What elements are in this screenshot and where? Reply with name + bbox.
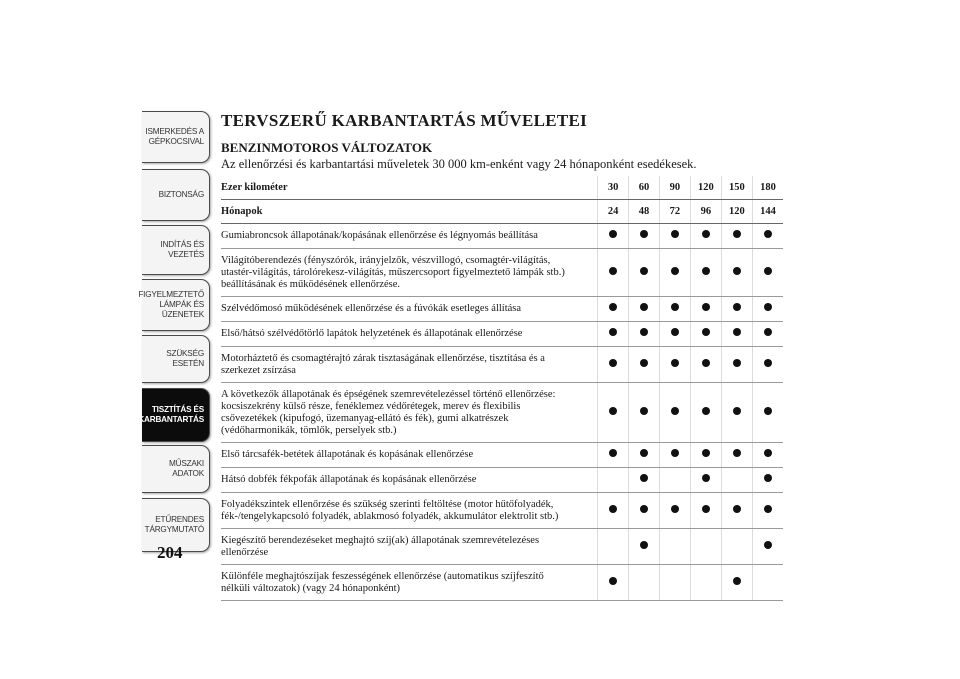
interval-cell [690, 565, 721, 601]
interval-cell [690, 322, 721, 347]
interval-cell [598, 565, 629, 601]
interval-cell [659, 347, 690, 383]
row-description: Első tárcsafék-betétek állapotának és kopásának ellenőrzése [221, 443, 598, 468]
interval-cell [690, 468, 721, 493]
interval-cell [629, 224, 660, 249]
header-value: 72 [659, 200, 690, 224]
bullet-icon [702, 303, 710, 311]
table-row [221, 249, 783, 297]
chapter-tab[interactable]: FIGYELMEZTETŐ LÁMPÁK ÉS ÜZENETEK [142, 279, 210, 331]
section-subtitle: BENZINMOTOROS VÁLTOZATOK [221, 140, 433, 155]
bullet-icon [640, 407, 648, 415]
bullet-icon [671, 505, 679, 513]
interval-cell [721, 224, 752, 249]
bullet-icon [609, 505, 617, 513]
row-description: Szélvédőmosó működésének ellenőrzése és a fúvókák esetleges állítása [221, 297, 598, 322]
interval-cell [690, 529, 721, 565]
bullet-icon [733, 267, 741, 275]
bullet-icon [733, 505, 741, 513]
table-row [221, 443, 783, 468]
interval-cell [752, 443, 783, 468]
interval-cell [690, 347, 721, 383]
interval-cell [721, 347, 752, 383]
bullet-icon [733, 359, 741, 367]
header-value: 48 [629, 200, 660, 224]
bullet-icon [609, 267, 617, 275]
interval-cell [721, 322, 752, 347]
bullet-icon [764, 505, 772, 513]
interval-cell [629, 529, 660, 565]
bullet-icon [733, 328, 741, 336]
interval-cell [659, 322, 690, 347]
bullet-icon [764, 267, 772, 275]
interval-cell [690, 224, 721, 249]
interval-cell [598, 347, 629, 383]
interval-cell [629, 565, 660, 601]
interval-cell [690, 297, 721, 322]
interval-cell [598, 529, 629, 565]
bullet-icon [764, 230, 772, 238]
header-value: 96 [690, 200, 721, 224]
interval-cell [721, 249, 752, 297]
chapter-tab[interactable]: MŰSZAKI ADATOK [142, 445, 210, 493]
interval-cell [659, 493, 690, 529]
bullet-icon [640, 541, 648, 549]
bullet-icon [671, 407, 679, 415]
interval-cell [659, 468, 690, 493]
interval-cell [598, 493, 629, 529]
interval-cell [752, 493, 783, 529]
interval-cell [752, 224, 783, 249]
bullet-icon [671, 230, 679, 238]
bullet-icon [609, 577, 617, 585]
interval-cell [690, 493, 721, 529]
interval-cell [629, 297, 660, 322]
interval-cell [721, 468, 752, 493]
header-value: 180 [752, 176, 783, 200]
header-value: 144 [752, 200, 783, 224]
bullet-icon [764, 407, 772, 415]
interval-cell [721, 297, 752, 322]
interval-cell [721, 383, 752, 443]
header-value: 120 [690, 176, 721, 200]
row-description: Kiegészítő berendezéseket meghajtó szíj(ak) állapotának szemrevételezéses ellenőrzése [221, 529, 598, 565]
chapter-tab[interactable]: BIZTONSÁG [142, 169, 210, 221]
bullet-icon [671, 328, 679, 336]
interval-cell [752, 565, 783, 601]
interval-cell [659, 297, 690, 322]
interval-cell [659, 249, 690, 297]
chapter-tab[interactable]: ISMERKEDÉS A GÉPKOCSIVAL [142, 111, 210, 163]
interval-cell [598, 224, 629, 249]
bullet-icon [702, 267, 710, 275]
chapter-tab[interactable]: TISZTÍTÁS ÉS KARBANTARTÁS [142, 388, 210, 442]
bullet-icon [702, 505, 710, 513]
table-row [221, 468, 783, 493]
table-row [221, 297, 783, 322]
interval-cell [752, 249, 783, 297]
bullet-icon [640, 328, 648, 336]
interval-cell [659, 383, 690, 443]
interval-cell [598, 443, 629, 468]
interval-cell [721, 493, 752, 529]
chapter-tab[interactable]: ETŰRENDES TÁRGYMUTATÓ [142, 498, 210, 552]
header-label: Ezer kilométer [221, 176, 598, 200]
interval-cell [629, 322, 660, 347]
intro-text: Az ellenőrzési és karbantartási műveletek 30 000 km-enként vagy 24 hónaponként esedékesek. [221, 157, 697, 171]
bullet-icon [609, 359, 617, 367]
main-content [221, 110, 783, 601]
interval-cell [598, 383, 629, 443]
bullet-icon [733, 577, 741, 585]
interval-cell [752, 297, 783, 322]
bullet-icon [702, 474, 710, 482]
interval-cell [598, 297, 629, 322]
interval-cell [752, 383, 783, 443]
interval-cell [752, 347, 783, 383]
bullet-icon [671, 267, 679, 275]
bullet-icon [609, 303, 617, 311]
interval-cell [629, 493, 660, 529]
bullet-icon [609, 328, 617, 336]
bullet-icon [702, 359, 710, 367]
bullet-icon [671, 359, 679, 367]
header-row-months [221, 200, 783, 224]
table-row [221, 529, 783, 565]
bullet-icon [609, 449, 617, 457]
bullet-icon [640, 359, 648, 367]
interval-cell [752, 529, 783, 565]
bullet-icon [640, 505, 648, 513]
interval-cell [598, 249, 629, 297]
bullet-icon [640, 230, 648, 238]
bullet-icon [764, 449, 772, 457]
bullet-icon [640, 449, 648, 457]
bullet-icon [702, 328, 710, 336]
interval-cell [752, 322, 783, 347]
interval-cell [690, 249, 721, 297]
table-row [221, 322, 783, 347]
header-value: 150 [721, 176, 752, 200]
bullet-icon [702, 230, 710, 238]
header-value: 30 [598, 176, 629, 200]
interval-cell [629, 347, 660, 383]
interval-cell [659, 224, 690, 249]
bullet-icon [733, 303, 741, 311]
chapter-tab[interactable]: SZÜKSÉG ESETÉN [142, 335, 210, 383]
row-description: A következők állapotának és épségének szemrevételezéssel történő ellenőrzése: kocsiszekrény külső része, fenéklemez védőrétegek, merev és flexibilis csővezetékek (kipufogó, üzemanyag-ellátó és fék), gumi alkatrészek (védőharmonikák, tömlők, perselyek stb.) [221, 383, 598, 443]
bullet-icon [640, 267, 648, 275]
row-description: Első/hátsó szélvédőtörlő lapátok helyzetének és állapotának ellenőrzése [221, 322, 598, 347]
bullet-icon [640, 303, 648, 311]
interval-cell [659, 565, 690, 601]
interval-cell [721, 565, 752, 601]
header-row-km [221, 176, 783, 200]
interval-cell [690, 443, 721, 468]
interval-cell [598, 468, 629, 493]
bullet-icon [764, 328, 772, 336]
bullet-icon [640, 474, 648, 482]
interval-cell [721, 529, 752, 565]
interval-cell [629, 249, 660, 297]
interval-cell [629, 383, 660, 443]
table-row [221, 383, 783, 443]
interval-cell [721, 443, 752, 468]
bullet-icon [764, 541, 772, 549]
bullet-icon [671, 303, 679, 311]
table-row [221, 493, 783, 529]
bullet-icon [764, 303, 772, 311]
interval-cell [598, 322, 629, 347]
bullet-icon [764, 474, 772, 482]
bullet-icon [733, 230, 741, 238]
bullet-icon [702, 449, 710, 457]
row-description: Motorháztető és csomagtérajtó zárak tisztaságának ellenőrzése, tisztítása és a szerkezet zsírzása [221, 347, 598, 383]
page-number: 204 [157, 543, 183, 562]
interval-cell [690, 383, 721, 443]
table-row [221, 347, 783, 383]
bullet-icon [702, 407, 710, 415]
header-value: 120 [721, 200, 752, 224]
table-row [221, 224, 783, 249]
page-title: TERVSZERŰ KARBANTARTÁS MŰVELETEI [221, 111, 588, 130]
header-value: 60 [629, 176, 660, 200]
row-description: Gumiabroncsok állapotának/kopásának ellenőrzése és légnyomás beállítása [221, 224, 598, 249]
maintenance-table [221, 176, 783, 601]
bullet-icon [764, 359, 772, 367]
bullet-icon [733, 407, 741, 415]
bullet-icon [671, 449, 679, 457]
header-value: 90 [659, 176, 690, 200]
bullet-icon [609, 407, 617, 415]
interval-cell [659, 443, 690, 468]
bullet-icon [609, 230, 617, 238]
interval-cell [629, 468, 660, 493]
bullet-icon [733, 449, 741, 457]
row-description: Folyadékszintek ellenőrzése és szükség szerinti feltöltése (motor hűtőfolyadék, fék-/tengelykapcsoló folyadék, ablakmosó folyadék, akkumulátor elektrolit stb.) [221, 493, 598, 529]
interval-cell [752, 468, 783, 493]
row-description: Hátsó dobfék fékpofák állapotának és kopásának ellenőrzése [221, 468, 598, 493]
table-row [221, 565, 783, 601]
header-label: Hónapok [221, 200, 598, 224]
interval-cell [629, 443, 660, 468]
row-description: Különféle meghajtószíjak feszességének ellenőrzése (automatikus szíjfeszítő nélküli változatok) (vagy 24 hónaponként) [221, 565, 598, 601]
chapter-tab[interactable]: INDÍTÁS ÉS VEZETÉS [142, 225, 210, 275]
row-description: Világítóberendezés (fényszórók, irányjelzők, vészvillogó, csomagtér-világítás, utastér-világítás, tárolórekesz-világítás, műszercsoport figyelmeztető lámpák stb.) beállításának és működésének ellenőrzése. [221, 249, 598, 297]
interval-cell [659, 529, 690, 565]
header-value: 24 [598, 200, 629, 224]
